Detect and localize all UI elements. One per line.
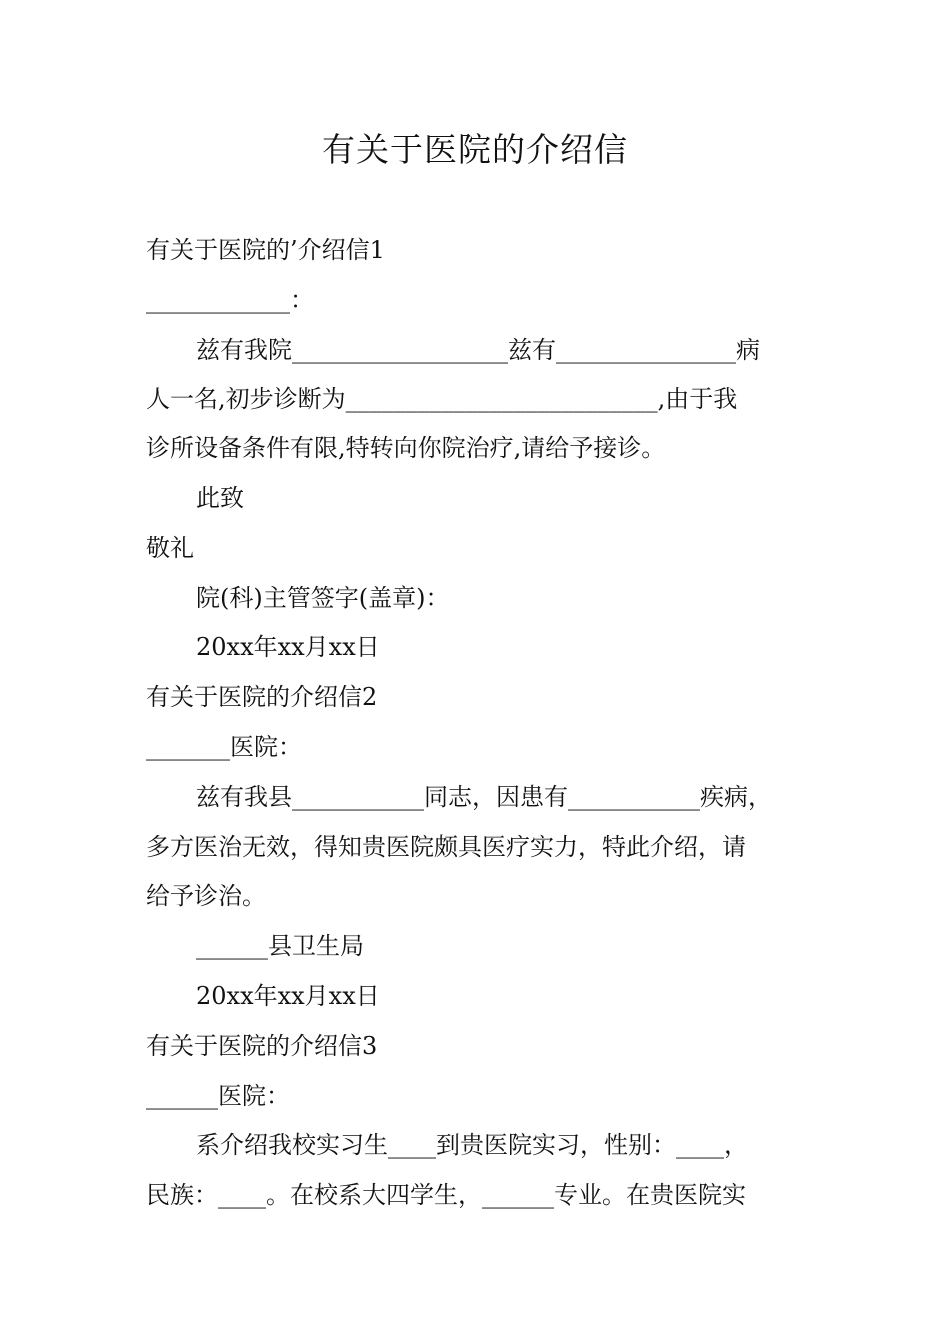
closing-line: 敬礼 — [146, 534, 194, 562]
letter-1-heading: 有关于医院的’介绍信1 — [146, 236, 385, 264]
body-line: 人一名,初步诊断为__________________________,由于我 — [146, 385, 738, 413]
date-line: 20xx年xx月xx日 — [196, 982, 380, 1010]
letter-2-heading: 有关于医院的介绍信2 — [146, 683, 378, 711]
body-line: 多方医治无效，得知贵医院颇具医疗实力，特此介绍，请 — [146, 833, 746, 861]
body-line: 系介绍我校实习生____到贵医院实习，性别：____， — [196, 1131, 748, 1159]
body-line: 诊所设备条件有限,特转向你院治疗,请给予接诊。 — [146, 434, 666, 462]
body-line: 兹有我院__________________兹有_______________病 — [196, 336, 760, 364]
letter-1-addressee: ____________： — [146, 286, 314, 314]
letter-3-heading: 有关于医院的介绍信3 — [146, 1032, 378, 1060]
signature-line: ______县卫生局 — [196, 932, 364, 960]
body-line: 民族：____。在校系大四学生，______专业。在贵医院实 — [146, 1181, 746, 1209]
closing-line: 此致 — [196, 484, 244, 512]
letter-2-addressee: _______医院： — [146, 733, 302, 761]
letter-3-addressee: ______医院： — [146, 1082, 290, 1110]
date-line: 20xx年xx月xx日 — [196, 633, 380, 661]
signature-line: 院(科)主管签字(盖章)： — [196, 584, 450, 612]
document-title: 有关于医院的介绍信 — [322, 130, 628, 169]
body-line: 给予诊治。 — [146, 882, 266, 910]
body-line: 兹有我县___________同志，因患有___________疾病， — [196, 783, 772, 811]
